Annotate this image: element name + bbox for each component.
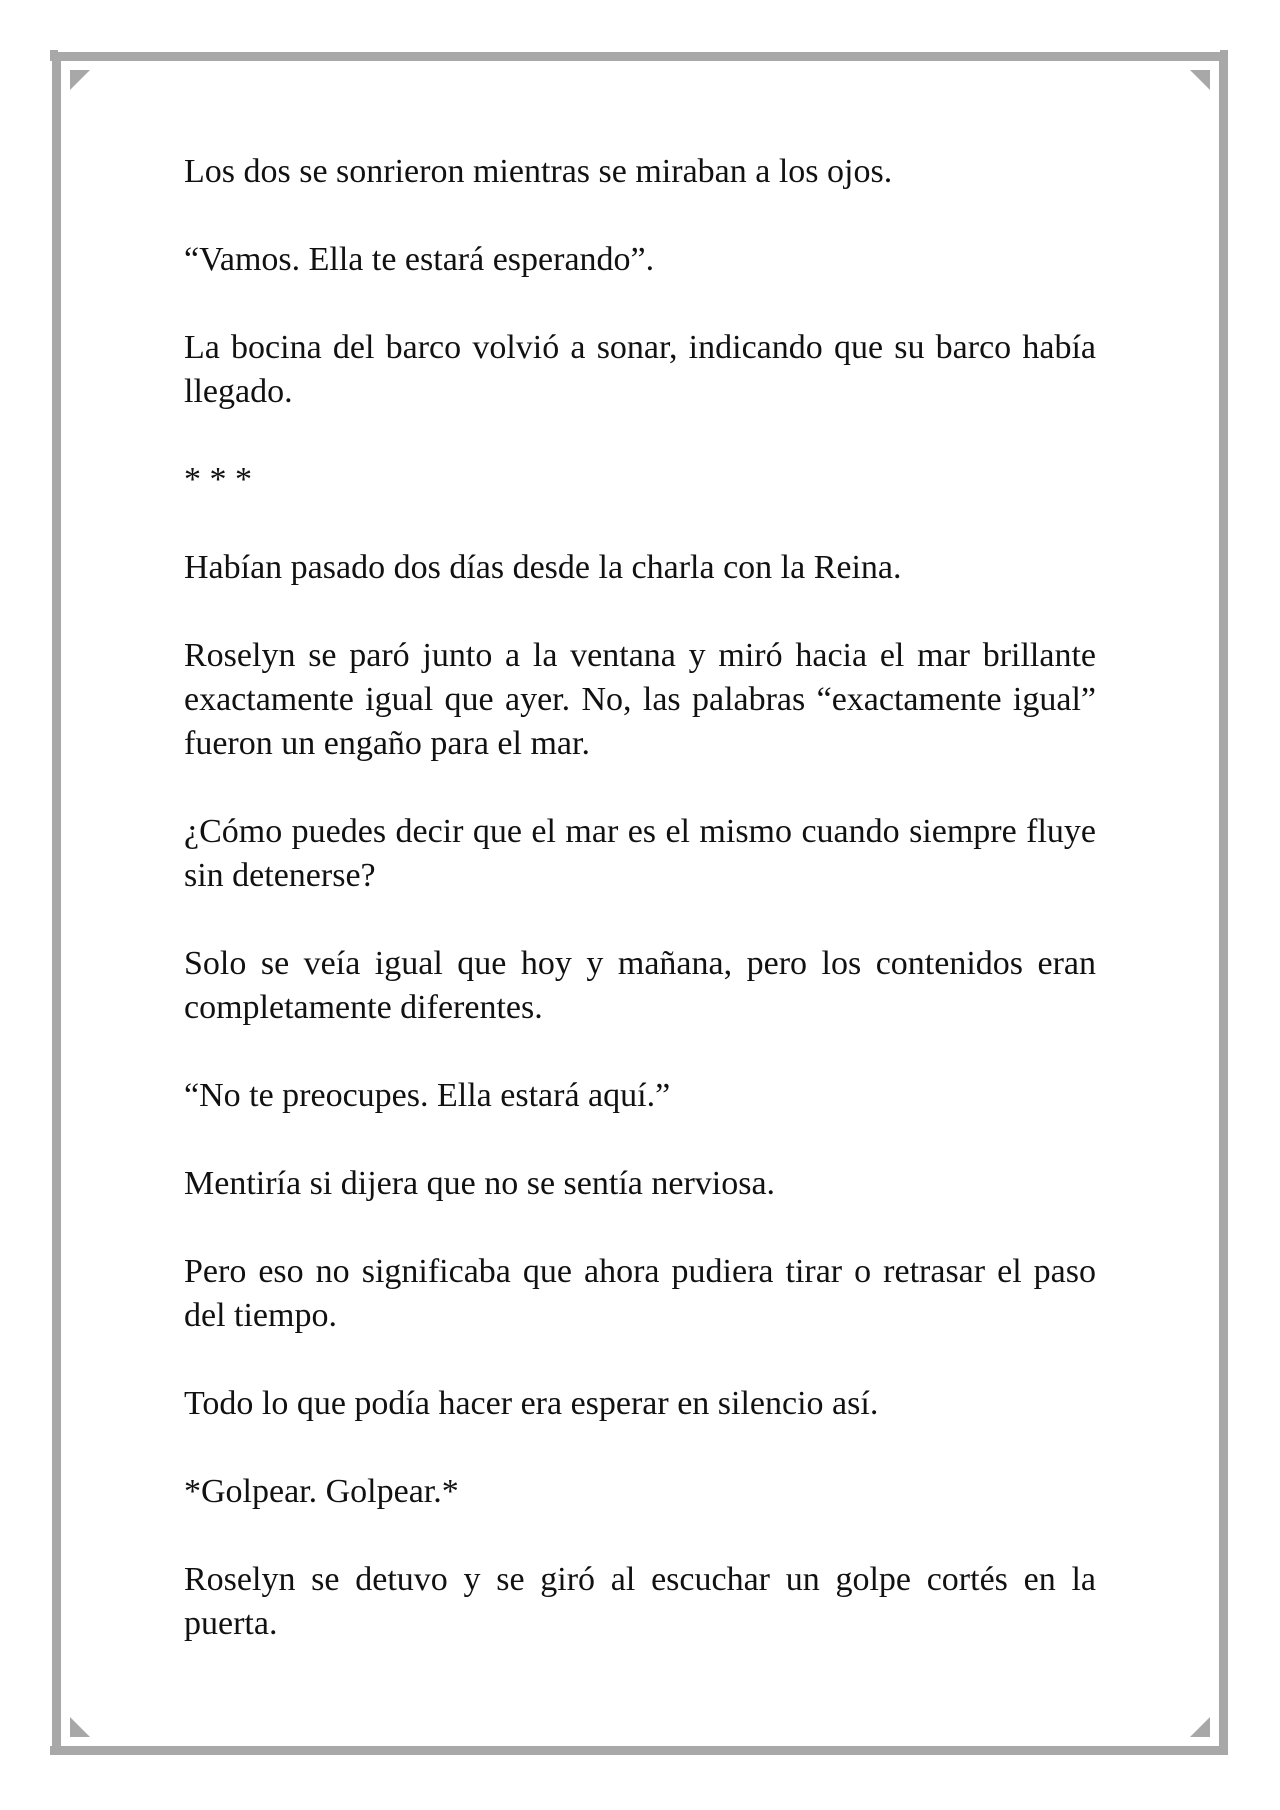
frame-top-border [50,52,1228,61]
corner-ornament-top-right [1220,50,1228,58]
paragraph: ¿Cómo puedes decir que el mar es el mismo cuando siempre fluye sin detenerse? [184,813,1096,894]
paragraph: “No te preocupes. Ella estará aquí.” [184,1077,671,1114]
corner-ornament-top-left [50,50,58,58]
paragraph: Todo lo que podía hacer era esperar en silencio así. [184,1385,879,1422]
page-text [184,150,1096,1690]
frame-left-border [52,52,61,1755]
paragraph: Solo se veía igual que hoy y mañana, pero los contenidos eran completamente diferentes. [184,945,1096,1026]
corner-triangle-bottom-right [1190,1717,1210,1737]
paragraph: Roselyn se paró junto a la ventana y miró hacia el mar brillante exactamente igual que ayer. No, las palabras “exactamente igual” fueron un engaño para el mar. [184,637,1096,762]
corner-triangle-top-right [1190,70,1210,90]
scene-break: * * * [184,461,252,498]
paragraph: Los dos se sonrieron mientras se miraban a los ojos. [184,153,893,190]
paragraph: La bocina del barco volvió a sonar, indicando que su barco había llegado. [184,329,1096,410]
frame-bottom-border [50,1746,1228,1755]
paragraph: *Golpear. Golpear.* [184,1473,459,1510]
corner-triangle-bottom-left [70,1717,90,1737]
frame-right-border [1219,52,1228,1755]
paragraph: “Vamos. Ella te estará esperando”. [184,241,655,278]
corner-ornament-bottom-right [1220,1747,1228,1755]
paragraph: Pero eso no significaba que ahora pudiera tirar o retrasar el paso del tiempo. [184,1253,1096,1334]
corner-ornament-bottom-left [50,1747,58,1755]
corner-triangle-top-left [70,70,90,90]
paragraph: Habían pasado dos días desde la charla con la Reina. [184,549,902,586]
paragraph: Mentiría si dijera que no se sentía nerviosa. [184,1165,776,1202]
paragraph: Roselyn se detuvo y se giró al escuchar un golpe cortés en la puerta. [184,1561,1096,1642]
